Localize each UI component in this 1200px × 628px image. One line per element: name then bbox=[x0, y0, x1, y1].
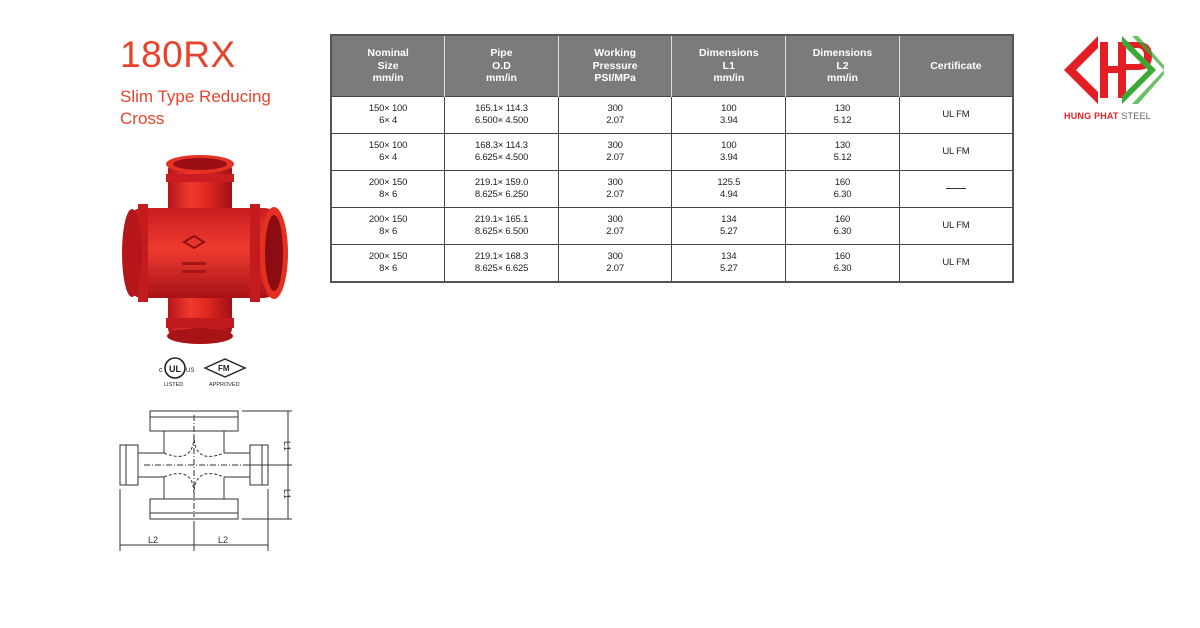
cell-certificate: UL FM bbox=[899, 245, 1013, 283]
cell-pressure: 300 2.07 bbox=[558, 245, 672, 283]
hung-phat-logo-icon bbox=[1062, 34, 1164, 106]
header-dimensions-l2: Dimensions L2 mm/in bbox=[786, 35, 900, 97]
cell-size: 200× 150 8× 6 bbox=[331, 208, 445, 245]
brand-name bbox=[1064, 111, 1151, 121]
certification-marks bbox=[155, 352, 255, 390]
brand-name-red: HUNG PHAT bbox=[1064, 111, 1119, 121]
cell-od: 219.1× 165.1 8.625× 6.500 bbox=[445, 208, 559, 245]
table-row bbox=[331, 245, 1013, 283]
cell-pressure: 300 2.07 bbox=[558, 97, 672, 134]
reducing-cross-image bbox=[118, 150, 288, 350]
cell-pressure: 300 2.07 bbox=[558, 171, 672, 208]
cell-l2: 160 6.30 bbox=[786, 245, 900, 283]
header-working-pressure: Working Pressure PSI/MPa bbox=[558, 35, 672, 97]
header-certificate: Certificate bbox=[899, 35, 1013, 97]
technical-drawing bbox=[108, 405, 308, 555]
cell-pressure: 300 2.07 bbox=[558, 134, 672, 171]
cell-od: 165.1× 114.3 6.500× 4.500 bbox=[445, 97, 559, 134]
table-row bbox=[331, 134, 1013, 171]
ul-listed-text: LISTED bbox=[164, 382, 184, 388]
cell-l1: 100 3.94 bbox=[672, 134, 786, 171]
ul-c-text: c bbox=[159, 367, 163, 374]
cell-certificate: UL FM bbox=[899, 208, 1013, 245]
cell-od: 168.3× 114.3 6.625× 4.500 bbox=[445, 134, 559, 171]
fm-approved-text: APPROVED bbox=[209, 382, 240, 388]
header-dimensions-l1: Dimensions L1 mm/in bbox=[672, 35, 786, 97]
cell-od: 219.1× 159.0 8.625× 6.250 bbox=[445, 171, 559, 208]
cell-pressure: 300 2.07 bbox=[558, 208, 672, 245]
cell-l2: 160 6.30 bbox=[786, 208, 900, 245]
cell-size: 150× 100 6× 4 bbox=[331, 97, 445, 134]
fm-mark-text: FM bbox=[218, 364, 230, 373]
table-header-row bbox=[331, 35, 1013, 97]
table-row bbox=[331, 97, 1013, 134]
cell-certificate bbox=[899, 171, 1013, 208]
dimension-l1-bottom: L1 bbox=[282, 489, 292, 500]
specification-table bbox=[330, 34, 1014, 283]
cell-l1: 134 5.27 bbox=[672, 245, 786, 283]
product-title: 180RX bbox=[120, 34, 236, 75]
ul-mark-text: UL bbox=[169, 364, 181, 374]
dimension-l2-left: L2 bbox=[148, 535, 159, 545]
cell-size: 200× 150 8× 6 bbox=[331, 171, 445, 208]
cell-l1: 100 3.94 bbox=[672, 97, 786, 134]
cell-size: 150× 100 6× 4 bbox=[331, 134, 445, 171]
header-nominal-size: Nominal Size mm/in bbox=[331, 35, 445, 97]
table-row bbox=[331, 208, 1013, 245]
cell-od: 219.1× 168.3 8.625× 6.625 bbox=[445, 245, 559, 283]
product-subtitle: Slim Type Reducing Cross bbox=[120, 87, 271, 128]
cell-certificate: UL FM bbox=[899, 134, 1013, 171]
cell-l1: 134 5.27 bbox=[672, 208, 786, 245]
ul-us-text: US bbox=[186, 368, 195, 374]
fm-approved-icon bbox=[205, 359, 245, 388]
ul-listed-icon bbox=[159, 358, 194, 388]
dimension-l2-right: L2 bbox=[218, 535, 229, 545]
brand-name-grey: STEEL bbox=[1121, 111, 1151, 121]
cell-size: 200× 150 8× 6 bbox=[331, 245, 445, 283]
no-certificate-dash bbox=[946, 188, 966, 189]
cell-l1: 125.5 4.94 bbox=[672, 171, 786, 208]
dimension-l1-top: L1 bbox=[282, 441, 292, 452]
cell-certificate: UL FM bbox=[899, 97, 1013, 134]
cell-l2: 130 5.12 bbox=[786, 97, 900, 134]
cell-l2: 130 5.12 bbox=[786, 134, 900, 171]
header-pipe-od: Pipe O.D mm/in bbox=[445, 35, 559, 97]
cell-l2: 160 6.30 bbox=[786, 171, 900, 208]
table-row bbox=[331, 171, 1013, 208]
